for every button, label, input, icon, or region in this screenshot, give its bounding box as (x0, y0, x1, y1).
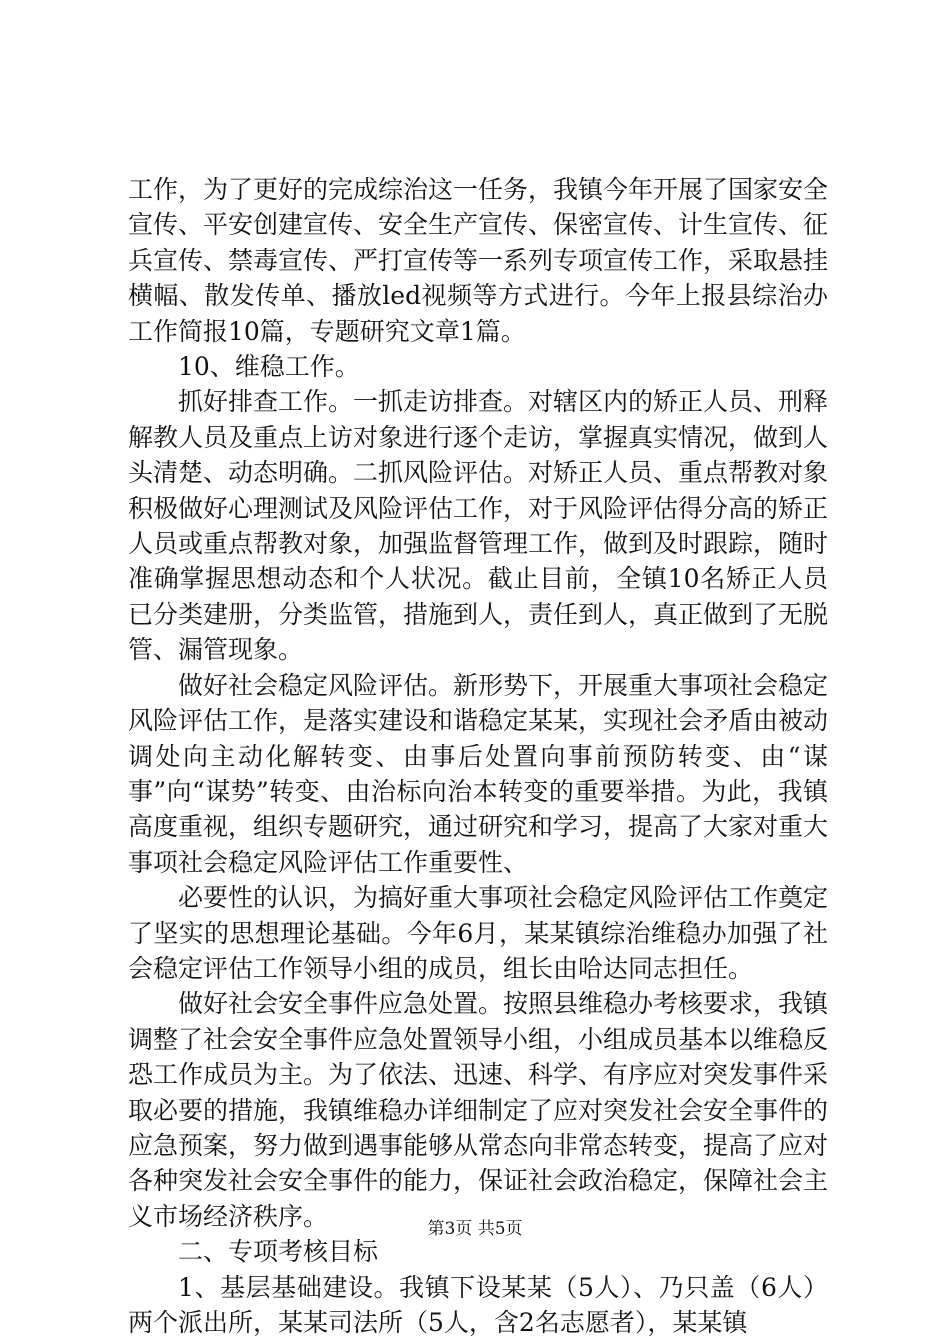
paragraph-2: 10、维稳工作。 (178, 352, 360, 382)
paragraph-4: 做好社会稳定风险评估。新形势下，开展重大事项社会稳定风险评估工作，是落实建设和谐稳定某某，实现社会矛盾由被动调处向主动化解转变、由事后处置向事前预防转变、由“谋事”向“谋势”转变、由治标向治本转变的重要举措。为此，我镇高度重视，组织专题研究，通过研究和学习，提高了大家对重大事项社会稳定风险评估工作重要性、 (128, 670, 829, 877)
paragraph-7: 二、专项考核目标 (178, 1237, 379, 1267)
paragraph-1: 工作，为了更好的完成综治这一任务，我镇今年开展了国家安全宣传、平安创建宣传、安全生产宣传、保密宣传、计生宣传、征兵宣传、禁毒宣传、严打宣传等一系列专项宣传工作，采取悬挂横幅、散发传单、播放led视频等方式进行。今年上报县综治办工作简报10篇，专题研究文章1篇。 (128, 175, 829, 346)
paragraph-3: 抓好排查工作。一抓走访排查。对辖区内的矫正人员、刑释解教人员及重点上访对象进行逐个走访，掌握真实情况，做到人头清楚、动态明确。二抓风险评估。对矫正人员、重点帮教对象积极做好心理测试及风险评估工作，对于风险评估得分高的矫正人员或重点帮教对象，加强监督管理工作，做到及时跟踪，随时准确掌握思想动态和个人状况。截止目前，全镇10名矫正人员已分类建册，分类监管，措施到人，责任到人，真正做到了无脱管、漏管现象。 (128, 387, 829, 665)
page-number-footer: 第3页 共5页 (427, 1219, 523, 1239)
paragraph-6: 做好社会安全事件应急处置。按照县维稳办考核要求，我镇调整了社会安全事件应急处置领导小组，小组成员基本以维稳反恐工作成员为主。为了依法、迅速、科学、有序应对突发事件采取必要的措施，我镇维稳办详细制定了应对突发社会安全事件的应急预案，努力做到遇事能够从常态向非常态转变，提高了应对各种突发社会安全事件的能力，保证社会政治稳定，保障社会主义市场经济秩序。 (128, 989, 829, 1231)
paragraph-8: 1、基层基础建设。我镇下设某某（5人）、乃只盖（6人）两个派出所，某某司法所（5人，含2名志愿者），某某镇 (128, 1272, 828, 1337)
document-body (128, 172, 828, 1340)
paragraph-5: 必要性的认识，为搞好重大事项社会稳定风险评估工作奠定了坚实的思想理论基础。今年6月，某某镇综治维稳办加强了社会稳定评估工作领导小组的成员，组长由哈达同志担任。 (128, 883, 829, 983)
